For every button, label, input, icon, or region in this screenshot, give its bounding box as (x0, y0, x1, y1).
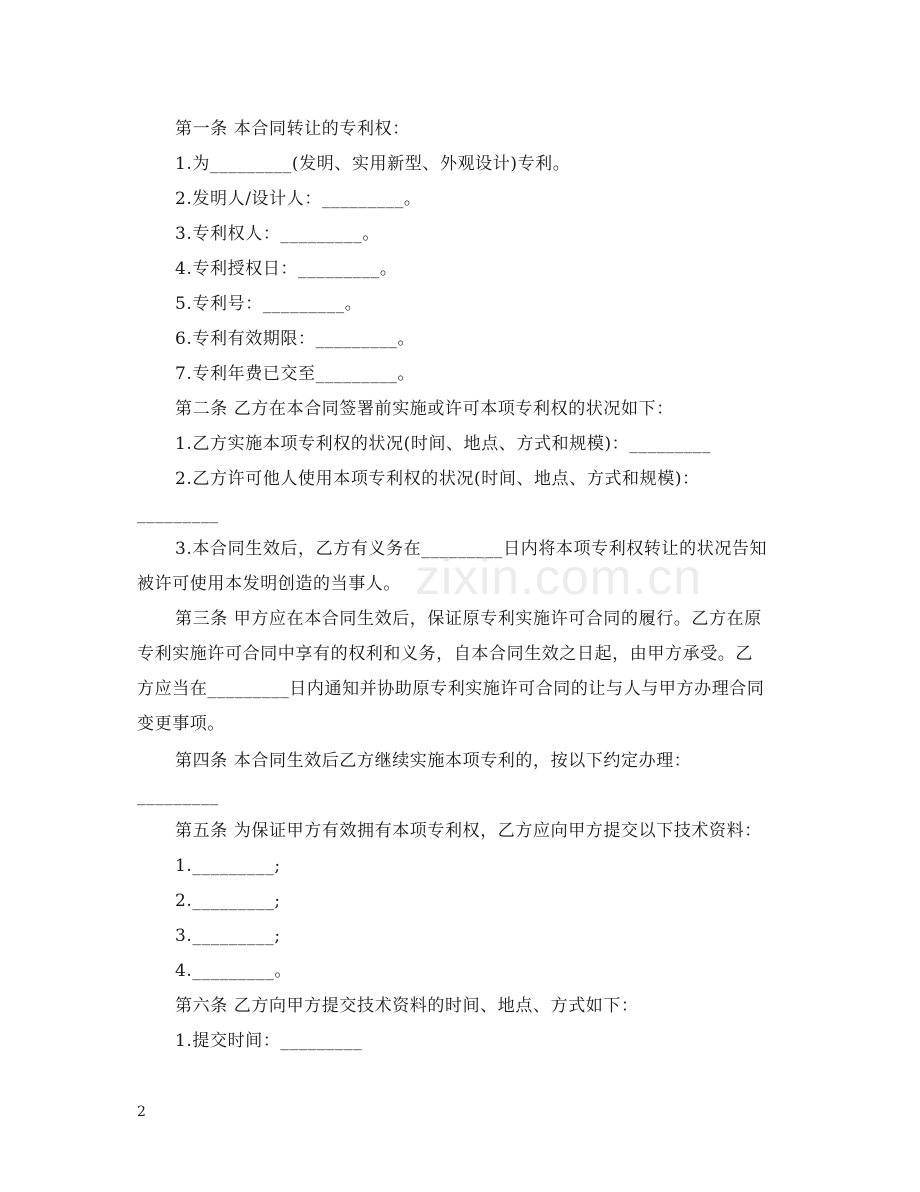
article-3-line-4: 变更事项。 (137, 714, 225, 734)
article-6-item-1: 1.提交时间：_________ (175, 1031, 363, 1051)
article-1-item-5: 5.专利号：_________。 (175, 294, 363, 314)
article-4-heading: 第四条 本合同生效后乙方继续实施本项专利的，按以下约定办理： (175, 751, 692, 771)
article-5-item-1: 1._________; (175, 856, 281, 876)
article-4-blank: _________ (137, 786, 219, 806)
article-1-item-4: 4.专利授权日：_________。 (175, 259, 398, 279)
article-5-item-4: 4._________。 (175, 961, 292, 981)
article-2-item-3: 3.本合同生效后，乙方有义务在_________日内将本项专利权转让的状况告知 (175, 539, 768, 559)
article-2-heading: 第二条 乙方在本合同签署前实施或许可本项专利权的状况如下： (175, 399, 674, 419)
watermark: zixin.com.cn (415, 549, 703, 605)
article-5-heading: 第五条 为保证甲方有效拥有本项专利权，乙方应向甲方提交以下技术资料： (175, 821, 762, 841)
article-5-item-2: 2._________; (175, 891, 281, 911)
article-3-line-3: 方应当在_________日内通知并协助原专利实施许可合同的让与人与甲方办理合同 (137, 679, 765, 699)
article-2-item-1: 1.乙方实施本项专利权的状况(时间、地点、方式和规模)：_________ (175, 434, 712, 454)
page-number: 2 (137, 1104, 146, 1120)
article-2-item-2: 2.乙方许可他人使用本项专利权的状况(时间、地点、方式和规模)： (175, 469, 700, 489)
article-5-item-3: 3._________; (175, 926, 281, 946)
article-2-item-3-cont: 被许可使用本发明创造的当事人。 (137, 574, 401, 594)
article-1-item-3: 3.专利权人：_________。 (175, 224, 380, 244)
article-1-item-7: 7.专利年费已交至_________。 (175, 364, 416, 384)
article-1-item-1: 1.为_________(发明、实用新型、外观设计)专利。 (175, 154, 571, 174)
article-3-line-2: 专利实施许可合同中享有的权利和义务，自本合同生效之日起，由甲方承受。乙 (137, 644, 753, 664)
article-1-heading: 第一条 本合同转让的专利权： (175, 119, 410, 139)
article-1-item-6: 6.专利有效期限：_________。 (175, 329, 416, 349)
article-2-item-2-blank: _________ (137, 504, 219, 524)
article-1-item-2: 2.发明人/设计人：_________。 (175, 189, 422, 209)
article-6-heading: 第六条 乙方向甲方提交技术资料的时间、地点、方式如下： (175, 996, 639, 1016)
article-3-line-1: 第三条 甲方应在本合同生效后，保证原专利实施许可合同的履行。乙方在原 (175, 609, 762, 629)
